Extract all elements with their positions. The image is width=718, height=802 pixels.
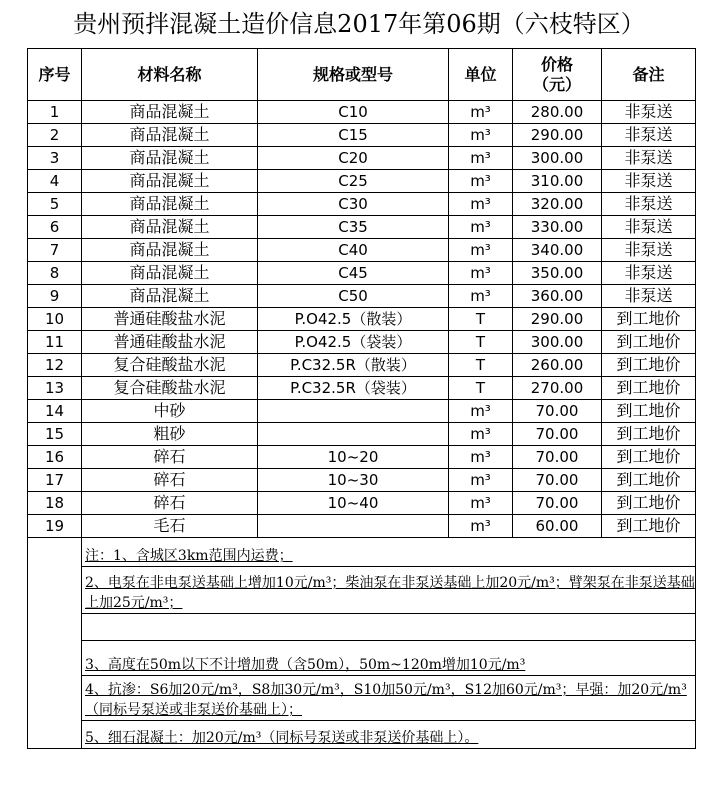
cell-material-name: 复合硅酸盐水泥 [82, 377, 258, 400]
cell-no: 9 [28, 285, 82, 308]
note-row [28, 567, 696, 614]
cell-price: 320.00 [513, 193, 602, 216]
table-row [28, 216, 696, 239]
page-title: 贵州预拌混凝土造价信息2017年第06期（六枝特区） [73, 10, 645, 38]
cell-material-name: 商品混凝土 [82, 262, 258, 285]
cell-spec: C35 [258, 216, 449, 239]
cell-remark: 非泵送 [602, 170, 696, 193]
cell-spec: C25 [258, 170, 449, 193]
cell-price: 260.00 [513, 354, 602, 377]
cell-unit: m³ [449, 124, 513, 147]
cell-material-name: 碎石 [82, 469, 258, 492]
cell-remark: 到工地价 [602, 446, 696, 469]
notes-side-cell [28, 721, 82, 749]
cell-unit: m³ [449, 515, 513, 538]
cell-price: 270.00 [513, 377, 602, 400]
table-row [28, 354, 696, 377]
cell-price: 280.00 [513, 101, 602, 124]
cell-no: 7 [28, 239, 82, 262]
table-row [28, 262, 696, 285]
note-5 [82, 721, 696, 749]
cell-no: 13 [28, 377, 82, 400]
cell-no: 15 [28, 423, 82, 446]
cell-remark: 到工地价 [602, 515, 696, 538]
cell-material-name: 商品混凝土 [82, 239, 258, 262]
cell-spec: 10~40 [258, 492, 449, 515]
cell-material-name: 商品混凝土 [82, 101, 258, 124]
table-row [28, 400, 696, 423]
table-row [28, 469, 696, 492]
cell-no: 12 [28, 354, 82, 377]
note-3 [82, 641, 696, 676]
header-price-line2: （元） [532, 74, 581, 94]
notes-side-cell [28, 538, 82, 567]
note-3-text: 3、高度在50m以下不计增加费（含50m），50m~120m增加10元/m³ [85, 657, 526, 673]
cell-price: 300.00 [513, 147, 602, 170]
header-remark: 备注 [602, 49, 696, 101]
cell-spec: 10~30 [258, 469, 449, 492]
cell-no: 14 [28, 400, 82, 423]
cell-unit: m³ [449, 239, 513, 262]
cell-remark: 到工地价 [602, 492, 696, 515]
cell-remark: 非泵送 [602, 147, 696, 170]
price-table [27, 48, 696, 749]
cell-spec [258, 400, 449, 423]
note-row [28, 538, 696, 567]
cell-no: 4 [28, 170, 82, 193]
cell-spec: 10~20 [258, 446, 449, 469]
cell-price: 290.00 [513, 308, 602, 331]
note-2 [82, 567, 696, 614]
cell-material-name: 商品混凝土 [82, 147, 258, 170]
cell-unit: m³ [449, 147, 513, 170]
cell-remark: 非泵送 [602, 193, 696, 216]
cell-spec: C50 [258, 285, 449, 308]
cell-no: 8 [28, 262, 82, 285]
table-row [28, 147, 696, 170]
table-row [28, 193, 696, 216]
cell-material-name: 商品混凝土 [82, 285, 258, 308]
cell-no: 5 [28, 193, 82, 216]
cell-price: 70.00 [513, 469, 602, 492]
cell-unit: m³ [449, 492, 513, 515]
cell-remark: 到工地价 [602, 469, 696, 492]
cell-no: 3 [28, 147, 82, 170]
note-blank [82, 614, 696, 641]
cell-no: 10 [28, 308, 82, 331]
cell-material-name: 碎石 [82, 492, 258, 515]
cell-remark: 非泵送 [602, 239, 696, 262]
cell-no: 18 [28, 492, 82, 515]
cell-unit: m³ [449, 170, 513, 193]
cell-material-name: 商品混凝土 [82, 216, 258, 239]
table-row [28, 515, 696, 538]
cell-spec: P.C32.5R（散装） [258, 354, 449, 377]
table-row [28, 124, 696, 147]
cell-unit: T [449, 377, 513, 400]
table-row [28, 446, 696, 469]
table-row [28, 308, 696, 331]
header-price-line1: 价格 [540, 54, 573, 74]
table-row [28, 423, 696, 446]
cell-spec: C10 [258, 101, 449, 124]
cell-unit: m³ [449, 101, 513, 124]
cell-unit: m³ [449, 262, 513, 285]
cell-material-name: 普通硅酸盐水泥 [82, 331, 258, 354]
cell-remark: 到工地价 [602, 354, 696, 377]
cell-material-name: 复合硅酸盐水泥 [82, 354, 258, 377]
cell-price: 70.00 [513, 446, 602, 469]
cell-spec: C15 [258, 124, 449, 147]
header-no: 序号 [28, 49, 82, 101]
cell-no: 1 [28, 101, 82, 124]
cell-unit: T [449, 331, 513, 354]
cell-no: 2 [28, 124, 82, 147]
cell-unit: m³ [449, 285, 513, 308]
note-row [28, 676, 696, 721]
cell-remark: 非泵送 [602, 262, 696, 285]
cell-remark: 非泵送 [602, 124, 696, 147]
note-4-text: 4、抗渗：S6加20元/m³，S8加30元/m³，S10加50元/m³，S12加60元/m³；早强：加20元/m³（同标号泵送或非泵送价基础上）； [85, 682, 687, 718]
cell-price: 360.00 [513, 285, 602, 308]
cell-material-name: 普通硅酸盐水泥 [82, 308, 258, 331]
cell-price: 310.00 [513, 170, 602, 193]
cell-price: 70.00 [513, 400, 602, 423]
cell-price: 300.00 [513, 331, 602, 354]
cell-remark: 到工地价 [602, 423, 696, 446]
note-4 [82, 676, 696, 721]
cell-remark: 到工地价 [602, 377, 696, 400]
note-1-text: 注：1、含城区3km范围内运费； [85, 548, 293, 564]
cell-spec: C40 [258, 239, 449, 262]
cell-unit: m³ [449, 193, 513, 216]
table-row [28, 170, 696, 193]
cell-unit: m³ [449, 423, 513, 446]
note-5-text: 5、细石混凝土：加20元/m³（同标号泵送或非泵送价基础上）。 [85, 730, 479, 746]
notes-side-cell [28, 614, 82, 641]
table-row [28, 285, 696, 308]
cell-remark: 到工地价 [602, 331, 696, 354]
cell-spec: P.O42.5（散装） [258, 308, 449, 331]
cell-unit: m³ [449, 469, 513, 492]
header-spec: 规格或型号 [258, 49, 449, 101]
note-row [28, 721, 696, 749]
cell-unit: m³ [449, 446, 513, 469]
note-row [28, 641, 696, 676]
cell-unit: T [449, 354, 513, 377]
cell-spec: P.O42.5（袋装） [258, 331, 449, 354]
cell-material-name: 商品混凝土 [82, 170, 258, 193]
cell-material-name: 碎石 [82, 446, 258, 469]
cell-unit: T [449, 308, 513, 331]
cell-no: 17 [28, 469, 82, 492]
cell-material-name: 毛石 [82, 515, 258, 538]
cell-spec [258, 515, 449, 538]
cell-price: 330.00 [513, 216, 602, 239]
cell-no: 16 [28, 446, 82, 469]
cell-no: 6 [28, 216, 82, 239]
cell-unit: m³ [449, 216, 513, 239]
note-1 [82, 538, 696, 567]
header-unit: 单位 [449, 49, 513, 101]
table-header-row [28, 49, 696, 101]
table-row [28, 492, 696, 515]
table-row [28, 331, 696, 354]
notes-side-cell [28, 567, 82, 614]
cell-spec: P.C32.5R（袋装） [258, 377, 449, 400]
table-row [28, 377, 696, 400]
table-row [28, 239, 696, 262]
cell-price: 70.00 [513, 423, 602, 446]
cell-spec: C45 [258, 262, 449, 285]
cell-unit: m³ [449, 400, 513, 423]
cell-no: 19 [28, 515, 82, 538]
cell-spec [258, 423, 449, 446]
cell-remark: 到工地价 [602, 308, 696, 331]
cell-remark: 非泵送 [602, 285, 696, 308]
cell-no: 11 [28, 331, 82, 354]
cell-remark: 非泵送 [602, 216, 696, 239]
note-row [28, 614, 696, 641]
header-price [513, 49, 602, 101]
cell-remark: 到工地价 [602, 400, 696, 423]
notes-section [28, 538, 696, 749]
cell-material-name: 中砂 [82, 400, 258, 423]
cell-spec: C20 [258, 147, 449, 170]
cell-material-name: 商品混凝土 [82, 124, 258, 147]
cell-price: 350.00 [513, 262, 602, 285]
note-2-text: 2、电泵在非电泵送基础上增加10元/m³；柴油泵在非泵送基础上加20元/m³；臂架泵在非泵送基础上加25元/m³； [85, 575, 695, 611]
header-material-name: 材料名称 [82, 49, 258, 101]
cell-remark: 非泵送 [602, 101, 696, 124]
cell-price: 340.00 [513, 239, 602, 262]
table-body [28, 101, 696, 538]
cell-material-name: 商品混凝土 [82, 193, 258, 216]
cell-price: 60.00 [513, 515, 602, 538]
cell-material-name: 粗砂 [82, 423, 258, 446]
table-row [28, 101, 696, 124]
cell-spec: C30 [258, 193, 449, 216]
notes-side-cell [28, 676, 82, 721]
notes-side-cell [28, 641, 82, 676]
cell-price: 70.00 [513, 492, 602, 515]
cell-price: 290.00 [513, 124, 602, 147]
